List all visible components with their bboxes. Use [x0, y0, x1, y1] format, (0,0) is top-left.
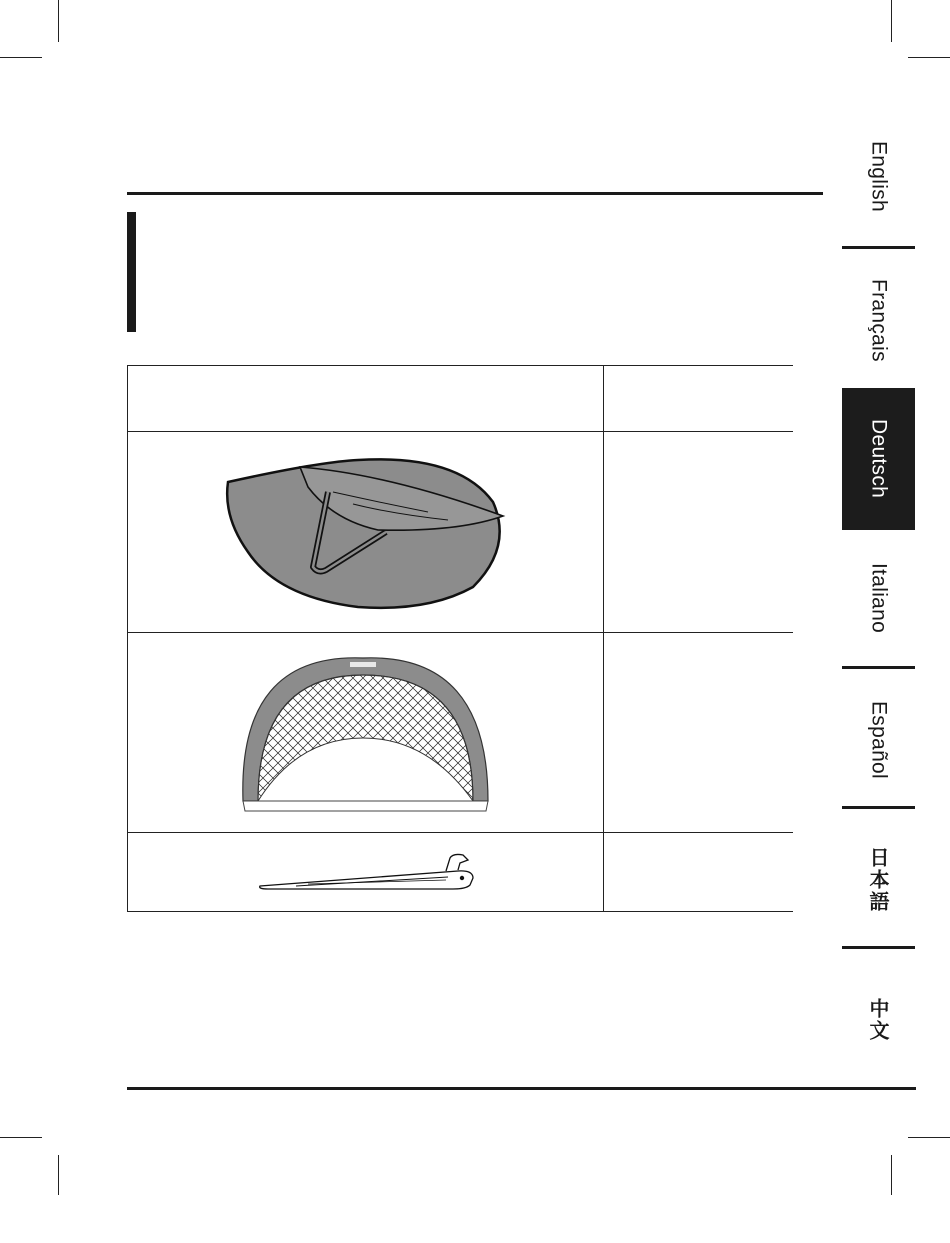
table-row [128, 633, 603, 832]
stake-hook [446, 854, 468, 871]
folded-goal-bag-illustration [128, 432, 603, 632]
crop-mark [0, 57, 42, 58]
ground-stake-illustration [128, 833, 603, 913]
tab-label: English [867, 140, 891, 212]
crop-mark [891, 1155, 892, 1195]
footer-rule [127, 1087, 916, 1090]
crop-mark [58, 1155, 59, 1195]
crop-mark [908, 57, 950, 58]
header-rule [127, 192, 823, 195]
table-row [128, 432, 603, 632]
table-row [128, 833, 603, 913]
tab-espanol[interactable] [842, 669, 915, 811]
crop-mark [0, 1137, 42, 1138]
tab-label: Español [867, 701, 891, 779]
tab-label: Italiano [867, 562, 891, 634]
crop-mark [58, 0, 59, 42]
goal-base [243, 801, 488, 811]
crop-mark [908, 1137, 950, 1138]
parts-table [127, 365, 793, 912]
table-header-description [128, 366, 603, 431]
tab-chinese[interactable] [842, 949, 915, 1091]
tab-japanese[interactable] [842, 809, 915, 951]
tab-deutsch[interactable] [842, 388, 915, 530]
tab-label: 中文 [866, 998, 890, 1042]
tab-label: 日本語 [866, 847, 890, 913]
goal-brand-mark [350, 662, 376, 667]
tab-label: Deutsch [867, 419, 891, 499]
tab-francais[interactable] [842, 249, 915, 391]
table-header-quantity [604, 366, 792, 431]
table-column-divider [603, 366, 604, 911]
tab-label: Français [867, 278, 891, 362]
tab-italiano[interactable] [842, 527, 915, 669]
pop-up-goal-illustration [128, 633, 603, 832]
section-heading-bar [127, 212, 136, 332]
tab-english[interactable] [842, 105, 915, 247]
crop-mark [891, 0, 892, 42]
